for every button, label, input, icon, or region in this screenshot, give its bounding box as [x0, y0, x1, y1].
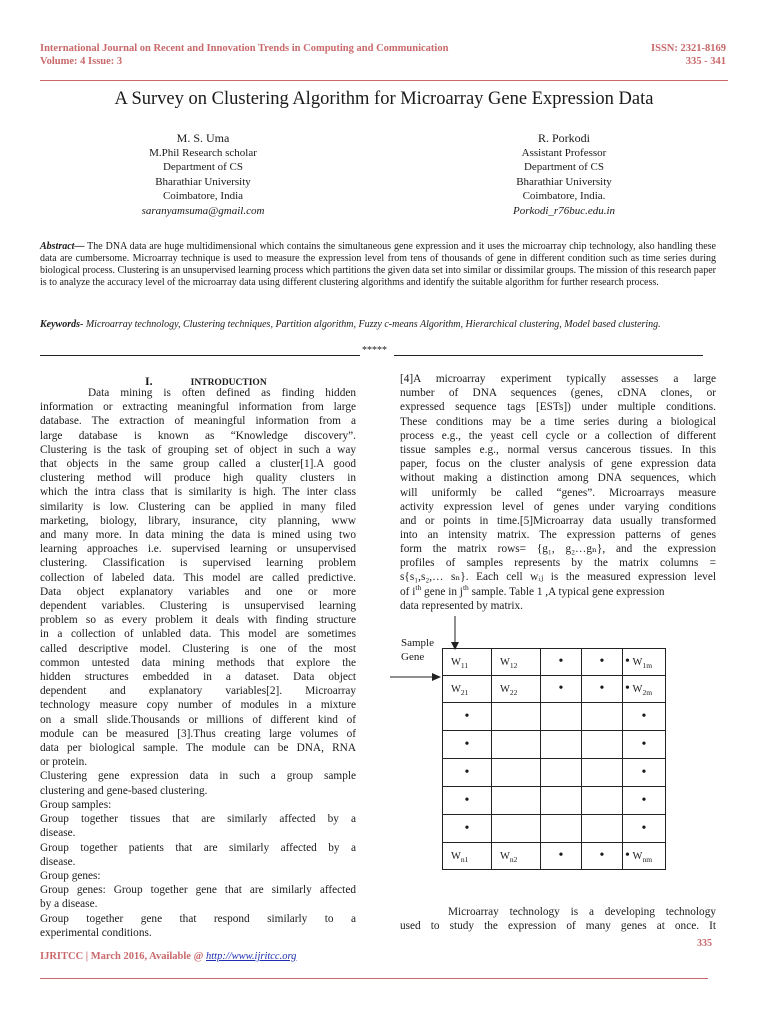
matrix-cell	[492, 731, 541, 759]
matrix-cell: •	[443, 731, 492, 759]
author-email: saranyamsuma@gmail.com	[141, 204, 265, 217]
text-line: Group genes:	[40, 869, 101, 882]
matrix-cell	[582, 759, 623, 787]
text-line: Clustering is the task of grouping set of object in such a way	[40, 443, 356, 456]
text-line: clustering. Classification is supervised learning problem	[40, 557, 356, 570]
abstract-text: The DNA data are huge multidimensional which contains the simultaneous gene expression and it uses the microarray chip technology, also handling these data are cumbersome. Microarray technique is used to measure the expression level from tens of thousands of gene in different condition such as time series during biological process. Clustering is an unsupervised learning process which partitions the given data set into similar or dissimilar groups. The mission of this research paper is to analyze the accuracy level of the microarray data using different clustering algorithms and identify the suitable algorithm for further research process.	[40, 241, 716, 289]
text-line: collection of labeled data. This model are called predictive.	[40, 571, 356, 584]
text-line: Group genes: Group together gene that are similarly affected	[40, 884, 356, 897]
text-line: form the matrix rows= {g₁, g₂…gₙ}, and the expression	[400, 543, 716, 555]
author-location: Coimbatore, India	[162, 190, 244, 203]
journal-volume: Volume: 4 Issue: 3	[40, 56, 123, 67]
matrix-cell: $W_{21}$	[443, 676, 492, 703]
intro-text-column	[40, 386, 356, 940]
text-line: of $i^{th}$ gene in $j^{th}$ sample. Table 1 ,A typical gene expression	[400, 582, 665, 598]
matrix-cell	[582, 703, 623, 731]
keywords-text: Microarray technology, Clustering techniques, Partition algorithm, Fuzzy c-means Algorithm, Hierarchical clustering, Model based clustering.	[83, 319, 661, 330]
text-line: will uniformly be called “genes”. Microarrays measure	[400, 486, 716, 499]
text-line: activity expression level of genes under varying conditions	[400, 500, 716, 513]
text-line: problem so as every problem it deals with finding structure	[40, 614, 356, 627]
text-line: disease.	[40, 827, 76, 840]
matrix-cell: •	[582, 843, 623, 870]
matrix-cell: $W_{n2}$	[492, 843, 541, 870]
sample-label: Sample	[401, 637, 434, 649]
text-line: tissue samples e.g., normal versus cancerous tissues. In this	[400, 444, 716, 457]
matrix-cell: •	[443, 815, 492, 843]
text-line: Data mining is often defined as finding hidden	[88, 387, 356, 399]
matrix-cell	[582, 787, 623, 815]
footer-text: IJRITCC | March 2016, Available @	[40, 951, 206, 962]
text-line: disease.	[40, 855, 76, 868]
matrix-cell: •	[623, 703, 666, 731]
text-line: hidden structures embedded in a dataset. Data object	[40, 671, 356, 684]
matrix-cell	[492, 703, 541, 731]
text-line: data represented by matrix.	[400, 599, 523, 612]
text-line: dependent variables. Clustering is unsupervised learning	[40, 600, 356, 613]
matrix-cell: •	[623, 731, 666, 759]
matrix-cell	[492, 787, 541, 815]
text-line: or protein.	[40, 756, 88, 769]
right-text-formula-lines	[400, 542, 716, 613]
matrix-cell: •	[623, 759, 666, 787]
matrix-cell: •	[541, 843, 582, 870]
matrix-row	[443, 815, 666, 843]
keywords-label: Keywords-	[40, 319, 84, 330]
author-block-1	[83, 130, 323, 218]
text-line: expressed sequence tags [ESTs]) under multiple conditions.	[400, 401, 716, 414]
text-line: in a collection of unlabled data. This model are sometimes	[40, 628, 356, 641]
right-text-column	[400, 372, 716, 542]
matrix-cell	[541, 815, 582, 843]
matrix-cell	[582, 815, 623, 843]
author-block-2	[444, 130, 684, 218]
footer	[40, 951, 296, 962]
author-university: Bharathiar University	[155, 175, 251, 188]
matrix-cell: •	[582, 649, 623, 676]
header-rule	[40, 80, 728, 81]
matrix-cell	[492, 759, 541, 787]
text-line: technology measure copy number of modules in a mixture	[40, 699, 356, 712]
journal-issn: ISSN: 2321-8169	[651, 43, 726, 54]
matrix-cell: •	[623, 787, 666, 815]
matrix-cell: • $W_{2m}$	[623, 676, 666, 703]
matrix-cell: $W_{12}$	[492, 649, 541, 676]
matrix-cell: •	[582, 676, 623, 703]
matrix-cell: •	[443, 787, 492, 815]
matrix-row	[443, 649, 666, 676]
text-line: called descriptive model. Clustering is one of the most	[40, 642, 356, 655]
text-line: s{s₁,s₂,… sₙ}. Each cell wᵢⱼ is the measured expression level	[400, 571, 716, 584]
matrix-row	[443, 676, 666, 703]
matrix-cell	[582, 731, 623, 759]
matrix-row	[443, 759, 666, 787]
text-line: data per biological sample. The module can be DNA, RNA	[40, 742, 356, 755]
matrix-cell	[541, 787, 582, 815]
section-title: INTRODUCTION	[190, 378, 267, 388]
matrix-cell: •	[443, 759, 492, 787]
footer-rule	[40, 978, 708, 979]
text-line: experimental conditions.	[40, 926, 152, 939]
text-line: dependent and explanatory variables[2]. Microarray	[40, 685, 356, 698]
text-line: information or extracting meaningful information from large	[40, 401, 356, 414]
text-line: and many more. In data mining the data is mined using two	[40, 529, 356, 542]
gene-expression-matrix	[442, 648, 666, 870]
matrix-cell: • $W_{nm}$	[623, 843, 666, 870]
separator-stars: *****	[362, 345, 387, 356]
text-line: Group together gene that respond similarly to a	[40, 912, 356, 925]
text-line: large database is known as “Knowledge discovery”.	[40, 429, 356, 442]
text-line: clustering and gene-based clustering.	[40, 784, 208, 797]
text-line: number of DNA sequences (genes, cDNA clones, or	[400, 387, 716, 400]
text-line: and or points in time.[5]Microarray data usually transformed	[400, 515, 716, 528]
journal-link[interactable]: http://www.ijritcc.org	[206, 951, 297, 962]
section-number: I.	[145, 374, 153, 388]
author-dept: Department of CS	[162, 161, 244, 174]
journal-name: International Journal on Recent and Innovation Trends in Computing and Communication	[40, 43, 449, 54]
matrix-cell	[541, 731, 582, 759]
matrix-cell	[541, 703, 582, 731]
text-line: Group samples:	[40, 798, 112, 811]
abstract-label: Abstract—	[40, 241, 85, 252]
text-line: used to study the expression of many genes at once. It	[400, 920, 716, 933]
author-role: M.Phil Research scholar	[149, 147, 257, 159]
matrix-cell: •	[443, 703, 492, 731]
matrix-cell: $W_{22}$	[492, 676, 541, 703]
text-line: clustering method will produce high quality clusters in	[40, 472, 356, 485]
author-dept: Department of CS	[523, 161, 605, 174]
text-line: module can be measured [3].Thus creating large volumes of	[40, 727, 356, 740]
text-line: learning approaches i.e. supervised learning or unsupervised	[40, 543, 356, 556]
author-name: M. S. Uma	[176, 131, 230, 145]
matrix-row	[443, 731, 666, 759]
abstract	[40, 241, 716, 289]
text-line: Clustering gene expression data in such a group sample	[40, 770, 356, 783]
author-location: Coimbatore, India.	[522, 190, 606, 203]
text-line: Group together patients that are similarly affected by a	[40, 841, 356, 854]
matrix-cell: •	[541, 649, 582, 676]
author-university: Bharathiar University	[516, 175, 612, 188]
text-line: by a disease.	[40, 898, 98, 911]
matrix-cell: •	[541, 676, 582, 703]
right-bottom-text	[400, 905, 716, 933]
matrix-cell	[541, 759, 582, 787]
text-line: These conditions may be a time series during a biological	[400, 415, 716, 428]
text-line: similarity is low. Clustering can be applied in many filed	[40, 500, 356, 513]
text-line: into an intensity matrix. The expression patterns of genes	[400, 529, 716, 542]
text-line: that objects in the same group called a cluster[1].A good	[40, 458, 356, 471]
matrix-cell: $W_{n1}$	[443, 843, 492, 870]
keywords	[40, 319, 716, 331]
author-name: R. Porkodi	[537, 131, 590, 145]
section-separator	[40, 343, 703, 357]
text-line: which the intra class that is similarity is high. The inter class	[40, 486, 356, 499]
text-line: paper, focus on the cluster analysis of gene expression data	[400, 458, 716, 471]
text-line: marketing, biology, library, insurance, city planning, www	[40, 514, 356, 527]
text-line: database. The extraction of meaningful information from a	[40, 415, 356, 428]
matrix-row	[443, 787, 666, 815]
matrix-cell: •	[623, 815, 666, 843]
gene-label: Gene	[401, 651, 425, 663]
text-line: Group together tissues that are similarly affected by a	[40, 813, 356, 826]
matrix-cell: • $W_{1m}$	[623, 649, 666, 676]
text-line: without making a distinction among DNA sequences, which	[400, 472, 716, 485]
text-line: profiles of samples represents by the matrix columns =	[400, 557, 716, 570]
text-line: common untested data mining methods that explore the	[40, 656, 356, 669]
matrix-cell	[492, 815, 541, 843]
author-role: Assistant Professor	[521, 147, 607, 159]
matrix-row	[443, 843, 666, 870]
matrix-row	[443, 703, 666, 731]
paper-title: A Survey on Clustering Algorithm for Microarray Gene Expression Data	[114, 89, 654, 109]
text-line: [4]A microarray experiment typically assesses a large	[400, 373, 716, 385]
matrix-cell: $W_{11}$	[443, 649, 492, 676]
text-line: on a small slide.Thousands or millions of different kind of	[40, 713, 356, 726]
text-line: Data object explanatory variables and one or more	[40, 585, 356, 598]
page-number: 335	[697, 938, 712, 949]
text-line: Microarray technology is a developing technology	[448, 906, 716, 918]
text-line: process e.g., the yeast cell cycle or a collection of different	[400, 429, 716, 442]
author-email: Porkodi_r76buc.edu.in	[512, 204, 616, 217]
journal-pages: 335 - 341	[685, 56, 726, 67]
